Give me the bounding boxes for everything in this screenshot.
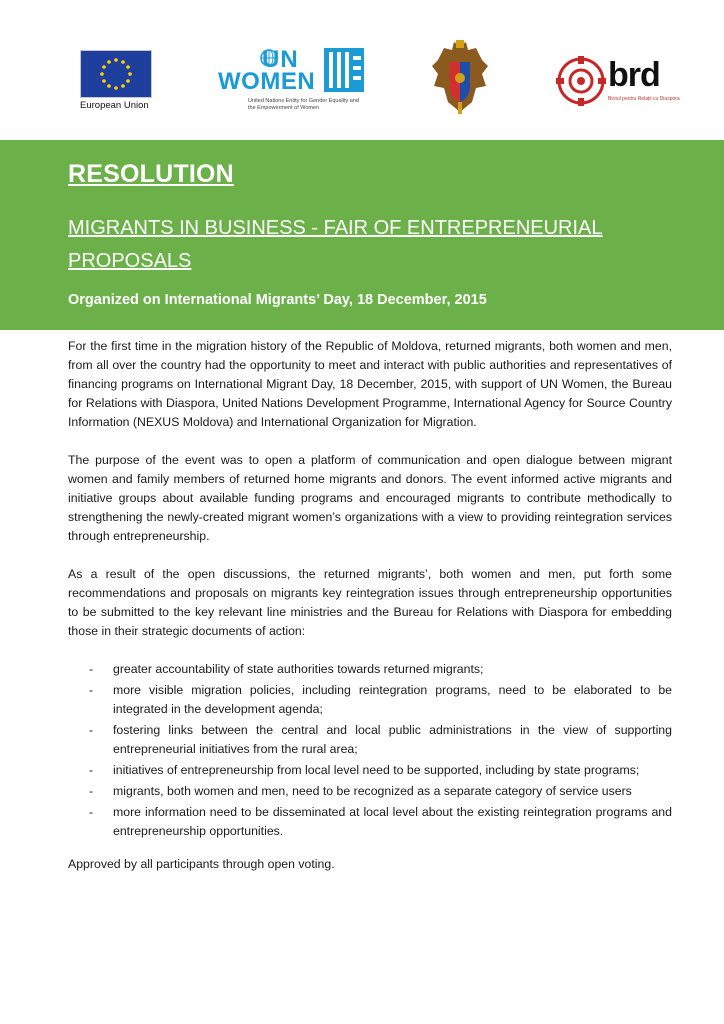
women-wordmark: WOMEN <box>218 68 316 95</box>
brd-wordmark: brd <box>608 56 660 94</box>
bullet-dash: - <box>89 723 94 737</box>
eu-label: European Union <box>80 100 149 111</box>
bullet-dash: - <box>89 784 94 798</box>
bullet-dash: - <box>89 805 94 819</box>
brd-logo <box>556 54 680 110</box>
list-item-text: initiatives of entrepreneurship from local level need to be supported, including by state programs; <box>113 763 640 777</box>
equality-symbol-icon <box>324 48 364 92</box>
bullet-dash: - <box>89 662 94 676</box>
un-women-logo <box>216 44 368 114</box>
list-item <box>68 721 672 759</box>
eu-flag-icon <box>80 50 152 98</box>
document-subtitle: MIGRANTS IN BUSINESS - FAIR OF ENTREPRENEURIAL PROPOSALS <box>68 217 603 272</box>
list-item <box>68 803 672 841</box>
list-item <box>68 782 672 801</box>
list-item <box>68 681 672 719</box>
organized-date: Organized on International Migrants’ Day, 18 December, 2015 <box>68 292 487 308</box>
paragraph-purpose: The purpose of the event was to open a platform of communication and open dialogue between migrant women and family members of returned home migrants and donors. The event informed active migrants and initiative groups about available funding programs and encouraged migrants to contribute methodically to strengthening the newly-created migrant women’s organizations with a view to providing reintegration services through entrepreneurship. <box>68 453 672 543</box>
list-item-text: more visible migration policies, including reintegration programs, need to be elaborated to be integrated in the development agenda; <box>113 683 672 716</box>
un-women-tagline: United Nations Entity for Gender Equality and the Empowerment of Women <box>248 98 359 111</box>
paragraph-intro: For the first time in the migration history of the Republic of Moldova, returned migrants, both women and men, from all over the country had the opportunity to meet and interact with public authorities and representatives of financing programs on International Migrant Day, 18 December, 2015, with support of UN Women, the Bureau for Relations with Diaspora, United Nations Development Programme, International Agency for Source Country Information (NEXUS Moldova) and International Organization for Migration. <box>68 339 672 429</box>
list-item <box>68 660 672 679</box>
document-body <box>68 337 672 893</box>
moldova-coat-of-arms-icon <box>430 40 490 120</box>
approval-statement: Approved by all participants through open voting. <box>68 857 335 871</box>
list-item <box>68 761 672 780</box>
list-item-text: more information need to be disseminated at local level about the existing reintegration programs and entrepreneurship opportunities. <box>113 805 672 838</box>
recommendations-list <box>68 660 672 841</box>
brd-emblem-icon <box>556 56 606 106</box>
title-banner <box>0 140 724 330</box>
list-item-text: greater accountability of state authorities towards returned migrants; <box>113 662 484 676</box>
list-item-text: migrants, both women and men, need to be recognized as a separate category of service users <box>113 784 632 798</box>
logo-bar <box>0 0 724 140</box>
brd-tagline: Biroul pentru Relații cu Diaspora <box>608 96 680 102</box>
eu-logo <box>80 50 154 111</box>
list-item-text: fostering links between the central and local public administrations in the view of supporting entrepreneurial initiatives from the rural area; <box>113 723 672 756</box>
bullet-dash: - <box>89 763 94 777</box>
bullet-dash: - <box>89 683 94 697</box>
document-title: RESOLUTION <box>68 160 234 188</box>
paragraph-results: As a result of the open discussions, the returned migrants’, both women and men, put forth some recommendations and proposals on migrants key reintegration issues through entrepreneurship opportunities to be submitted to the key relevant line ministries and the Bureau for Relations with Diaspora for embedding those in their strategic documents of action: <box>68 567 672 638</box>
un-wordmark: UN <box>262 46 299 73</box>
